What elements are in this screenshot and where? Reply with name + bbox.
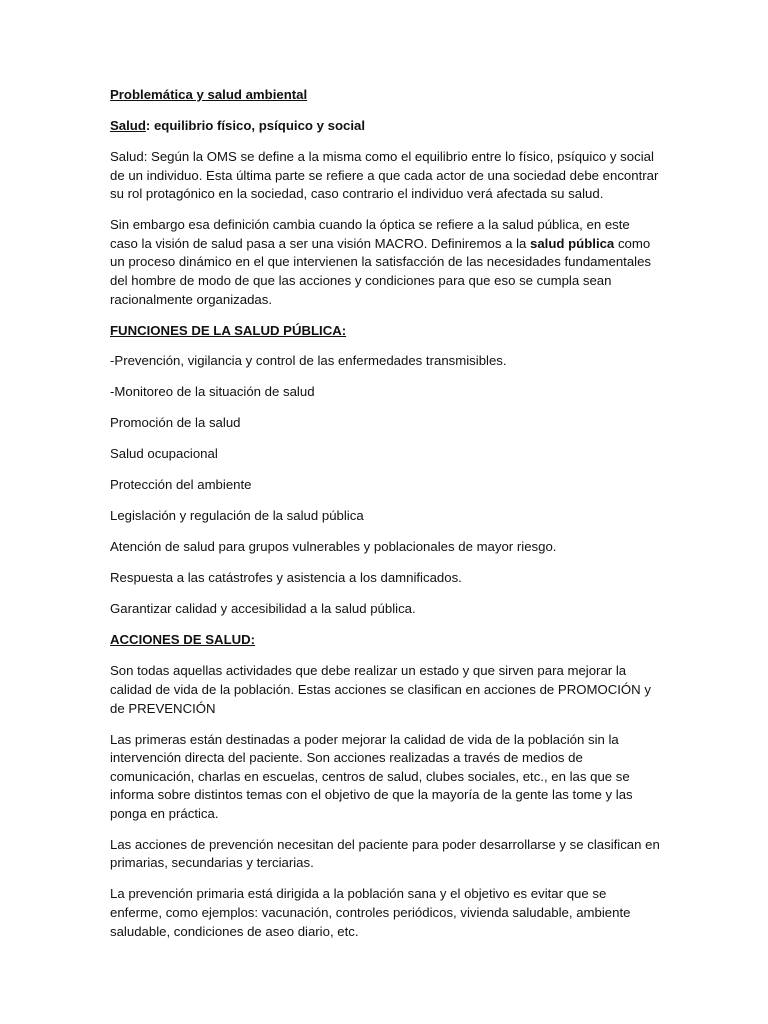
actions-heading: ACCIONES DE SALUD: bbox=[110, 632, 256, 648]
function-item: Legislación y regulación de la salud pública bbox=[110, 508, 364, 524]
actions-paragraph: Las acciones de prevención necesitan del paciente para poder desarrollarse y se clasifican en primarias, secundarias y terciarias. bbox=[110, 836, 660, 871]
document-body bbox=[110, 86, 660, 954]
function-item: -Prevención, vigilancia y control de las enfermedades transmisibles. bbox=[110, 353, 507, 369]
paragraph-text: como un proceso dinámico en el que intervienen la satisfacción de las necesidades fundamentales del hombre de modo de que las acciones y condiciones para que eso se cumpla sean racionalmente organizadas. bbox=[110, 235, 652, 307]
function-item: Atención de salud para grupos vulnerables y poblacionales de mayor riesgo. bbox=[110, 539, 557, 555]
paragraph-public-health-definition bbox=[110, 216, 660, 309]
subtitle-rest: : equilibrio físico, psíquico y social bbox=[145, 117, 366, 133]
actions-paragraph: Son todas aquellas actividades que debe realizar un estado y que sirven para mejorar la calidad de vida de la población. Estas acciones se clasifican en acciones de PROMOCIÓN y de PREVENCIÓN bbox=[110, 663, 651, 716]
function-item: -Monitoreo de la situación de salud bbox=[110, 384, 315, 400]
function-item: Respuesta a las catástrofes y asistencia a los damnificados. bbox=[110, 570, 462, 586]
document-title: Problemática y salud ambiental bbox=[110, 87, 308, 102]
paragraph-text: Sin embargo esa definición cambia cuando la óptica se refiere a la salud pública, en este caso la visión de salud pasa a ser una visión MACRO. Definiremos a la bbox=[110, 217, 630, 251]
actions-paragraph: Las primeras están destinadas a poder mejorar la calidad de vida de la población sin la intervención directa del paciente. Son acciones realizadas a través de medios de comunicación, charlas en escuelas, centros de salud, clubes sociales, etc., en las que se informa sobre distintos temas con el objetivo de que la mayoría de la gente las tome y las ponga en práctica. bbox=[110, 731, 633, 821]
actions-paragraph: La prevención primaria está dirigida a la población sana y el objetivo es evitar que se enferme, como ejemplos: vacunación, controles periódicos, vivienda saludable, ambiente saludable, condiciones de aseo diario, etc. bbox=[110, 886, 631, 939]
subtitle-term: Salud bbox=[110, 117, 146, 133]
function-item: Protección del ambiente bbox=[110, 477, 252, 493]
bold-term: salud pública bbox=[530, 235, 615, 251]
functions-heading: FUNCIONES DE LA SALUD PÚBLICA: bbox=[110, 322, 347, 338]
function-item: Garantizar calidad y accesibilidad a la salud pública. bbox=[110, 601, 416, 617]
document-subtitle bbox=[110, 117, 660, 136]
function-item: Salud ocupacional bbox=[110, 446, 218, 462]
function-item: Promoción de la salud bbox=[110, 415, 241, 431]
paragraph-oms-definition: Salud: Según la OMS se define a la misma como el equilibrio entre lo físico, psíquico y social de un individuo. Esta última parte se refiere a que cada actor de una sociedad debe encontrar su rol protagónico en la sociedad, caso contrario el individuo verá afectada su salud. bbox=[110, 148, 659, 202]
